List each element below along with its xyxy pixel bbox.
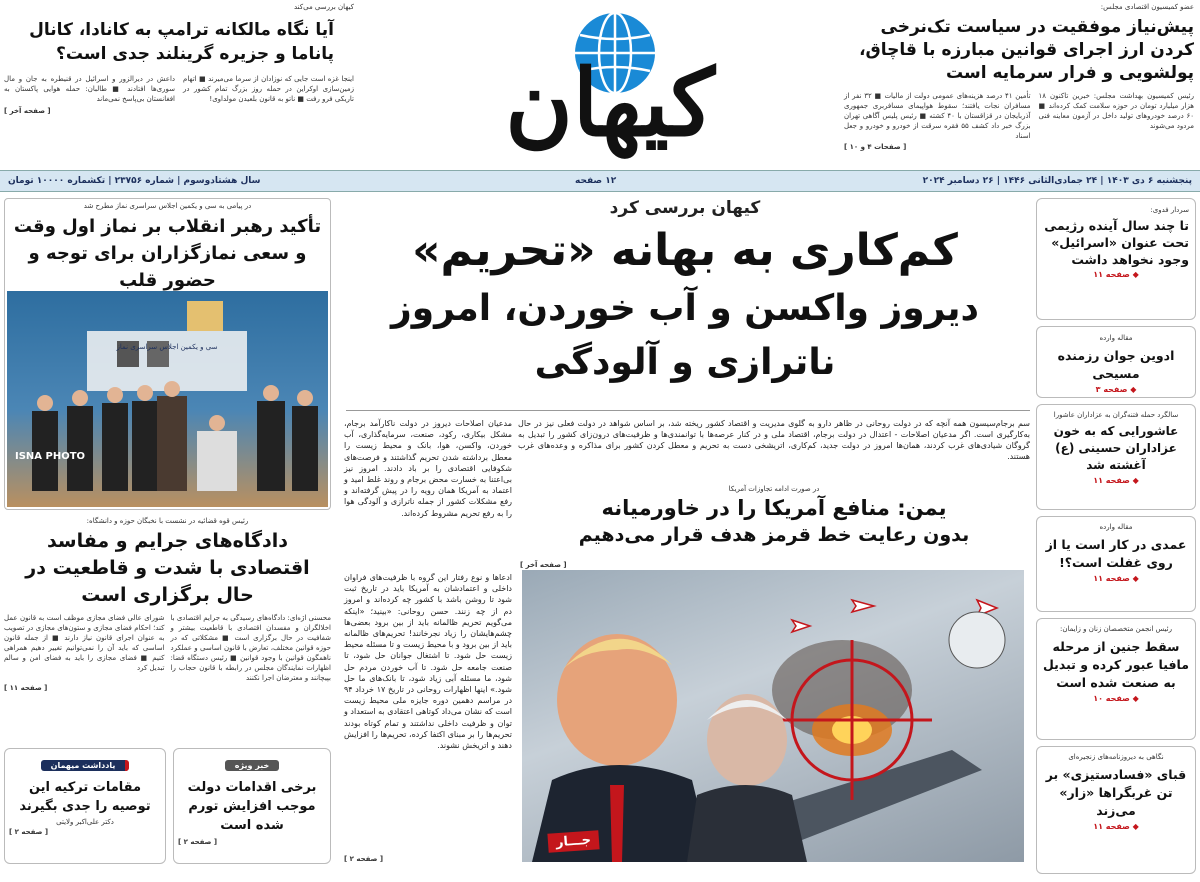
divider xyxy=(346,410,1030,411)
lead-headline-2[interactable]: دیروز واکسن و آب خوردن، امروز ناترازی و آلودگی xyxy=(391,288,979,383)
sidebar-item[interactable]: رئیس انجمن متخصصان زنان و زایمان: سقط جنین از مرحله مافیا عبور کرده و تبدیل به صنعت شده است ◆ صفحه ۱۰ xyxy=(1036,618,1196,740)
sidebar-item-kicker: سردار فدوی: xyxy=(1150,206,1189,214)
date-bar xyxy=(0,170,1200,192)
leader-headline[interactable]: تأکید رهبر انقلاب بر نماز اول وقت و سعی نمازگزاران برای توجه و حضور قلب xyxy=(13,216,322,291)
lead-intro: سم برجام‌سیسون همه آنچه که در دولت روحانی در ظاهر دارو به گلوی مدیریت و اقتصاد کشور ریخته شد، بر اساس شواهد در دولت فعلی نیز در حال به‌کارگیری است. اگر مدعیان اصلاحات - اعتدال در دولت برجام، اقتصاد ملی و در کنار عرصه‌ها با توانمندی‌ها و ظرفیت‌های درون‌زای کشور را تبدیل به گروگان شیادی‌های غرب کردند، همان‌ها امروز در دولت جدید، کم‌کاری، اتریشخی دست به تحریم و معطل کردن کشور برای مذاکره و وعده‌های غرب هستند. xyxy=(518,419,1030,461)
economy-headline: برخی اقدامات دولت موجب افزایش تورم شده است xyxy=(187,780,317,833)
sidebar-item-kicker: مقاله وارده xyxy=(1099,334,1133,342)
date-bar-issue: سال هشتادوسوم | شماره ۲۳۷۵۶ | تکشماره ۱۰۰۰۰ تومان xyxy=(8,176,261,186)
right-teaser-col2: تأمین ۴۱ درصد هزینه‌های عمومی دولت از مالیات ■ ۳۲ نفر از مسافران نجات یافتند؛ سقوط هواپیمای مسافربری جمهوری آذربایجان در قزاقستان با ۴۰ کشته ■ رئیس پلیس آگاهی تهران بزرگ خبر داد کشف ۵۵ فقره سرقت از خودرو و خودرو و جعل اسناد xyxy=(844,92,1031,140)
sidebar-item-ref: صفحه ۱۱ xyxy=(1093,270,1130,279)
sidebar-item[interactable]: نگاهی به دیروزنامه‌های زنجیره‌ای قبای «فسادستیزی» بر تن غربگراها «زار» می‌زند ◆ صفحه ۱۱ xyxy=(1036,746,1196,874)
economy-tag: خبر ویژه xyxy=(225,760,279,771)
logo-text: کیهان xyxy=(505,49,715,157)
turkey-tag: یادداشت میهمان xyxy=(41,760,130,771)
sidebar xyxy=(1036,198,1196,878)
sidebar-item-ref: صفحه ۳ xyxy=(1095,385,1128,394)
sidebar-item-kicker: رئیس انجمن متخصصان زنان و زایمان: xyxy=(1059,625,1172,633)
sidebar-item-kicker: مقاله وارده xyxy=(1099,523,1133,531)
date-bar-date: پنجشنبه ۶ دی ۱۴۰۳ | ۲۴ جمادی‌الثانی ۱۴۴۶ | ۲۶ دسامبر ۲۰۲۴ xyxy=(922,176,1192,186)
left-teaser: کیهان بررسی می‌کند آیا نگاه مالکانه ترامپ به کانادا، کانال پاناما و جزیره گرینلند جدی است؟ اینجا غزه است جایی که نوزادان از سرما می‌میرند ■ اتهام زمین‌سازی اوکراین در حمله روز بزرگ تمام کشور در تاریکی فرو رفت ■ ناتو به قانون بلعیدن مولداوی! داعش در دیرالزور و اسرائیل در قنیطره به جان و مال سوری‌ها افتادند ■ طالبان: حمله هوایی پاکستان به افغانستان بی‌پاسخ نمی‌ماند [ صفحه آخر ] xyxy=(4,3,354,115)
left-teaser-headline[interactable]: آیا نگاه مالکانه ترامپ به کانادا، کانال پاناما و جزیره گرینلند جدی است؟ xyxy=(29,20,334,64)
date-bar-pages: ۱۲ صفحه xyxy=(575,176,617,186)
judiciary-ref[interactable]: صفحه ۱۱ xyxy=(9,684,42,692)
right-teaser: عضو کمیسیون اقتصادی مجلس: پیش‌نیاز موفقیت در سیاست تک‌نرخی کردن ارز اجرای قوانین مبارزه با قاچاق، پولشویی و فرار سرمایه است رئیس کمیسیون بهداشت مجلس: خبرین تاکنون ۱۸ هزار میلیارد تومان در حوزه سلامت کمک کرده‌اند ■ ۶۰ درصد خودروهای تولید داخل در آزمون معاینه فنی مردود می‌شوند تأمین ۴۱ درصد هزینه‌های عمومی دولت از مالیات ■ ۳۲ نفر از مسافران نجات یافتند؛ سقوط هواپیمای مسافربری جمهوری آذربایجان در قزاقستان با ۴۰ کشته ■ رئیس پلیس آگاهی تهران بزرگ خبر داد کشف ۵۵ فقره سرقت از خودرو و خودرو و جعل اسناد [ صفحات ۴ و ۱۰ ] xyxy=(844,3,1194,151)
sidebar-item-kicker: سالگرد حمله فتنه‌گران به عزاداران عاشورا xyxy=(1053,411,1179,419)
right-teaser-ref[interactable]: صفحات ۴ و ۱۰ xyxy=(849,143,901,151)
left-teaser-col2: داعش در دیرالزور و اسرائیل در قنیطره به جان و مال سوری‌ها افتادند ■ طالبان: حمله هوایی پاکستان به افغانستان بی‌پاسخ نمی‌ماند xyxy=(4,75,175,103)
sidebar-item-kicker: نگاهی به دیروزنامه‌های زنجیره‌ای xyxy=(1068,753,1164,761)
sidebar-item-headline: قبای «فسادستیزی» بر تن غربگراها «زار» می‌زند xyxy=(1045,767,1187,818)
left-teaser-ref[interactable]: صفحه آخر xyxy=(9,107,45,115)
leader-photo-banner: سی و یکمین اجلاس سراسری نماز xyxy=(116,343,218,351)
leader-photo xyxy=(7,291,328,507)
turkey-headline: مقامات ترکیه این توصیه را جدی بگیرند xyxy=(19,780,151,814)
yemen-headline-1[interactable]: یمن: منافع آمریکا را در خاورمیانه xyxy=(601,496,947,520)
lead-column-b: ادعاها و نوع رفتار این گروه با ظرفیت‌های فراوان داخلی و اعتمادشان به آمریکا باید در تاریخ ثبت شود تا روشن باشد با کشور چه کرده‌اند و امروز دم از چه زنند. حسن روحانی: «بینید؛ «اینکه می‌گویم تحریم ظالمانه باید از بین برود بعضی‌ها چشم‌هایشان را زیاد نجرخانند! تحریم‌های ظالمانه باید از بین برود و با محیط زیست و تا مسئله محیط زیست حل شود. تا اشتغال جوانان حل شود، تا صنعت جامعه حل شود. تا آب خوردن مردم حل شود، ما مسئله آبی زیاد شود، تا بانک‌های ما حل شود.» اینها اظهارات روحانی در تاریخ ۱۷ خرداد ۹۴ در مراسم دهمین دوره جایزه ملی محیط زیست است که نشان می‌داد کوتاهی اعتقادی به استعداد و توان و ظرفیت داخلی نداشتند و تمام کوتاه بودند تحریم‌ها را بر مبنای اکتفا کرده، تحریم‌ها را افزایش دهند و اتریخش نشوند. xyxy=(344,573,512,751)
judiciary-kicker: رئیس قوه قضائیه در نشست با نخبگان حوزه و دانشگاه: xyxy=(86,517,249,525)
judiciary-headline[interactable]: دادگاه‌های جرایم و مفاسد اقتصادی با شدت و قاطعیت در حال برگزاری است xyxy=(25,530,310,606)
yemen-ref[interactable]: صفحه آخر xyxy=(525,561,561,569)
sidebar-item-headline: سقط جنین از مرحله مافیا عبور کرده و تبدیل به صنعت شده است xyxy=(1043,639,1189,690)
sidebar-item[interactable]: سالگرد حمله فتنه‌گران به عزاداران عاشورا عاشورایی که به خون عزاداران حسینی (ع) آغشته شد ◆ صفحه ۱۱ xyxy=(1036,404,1196,510)
yemen-story xyxy=(518,484,1030,568)
right-teaser-kicker: عضو کمیسیون اقتصادی مجلس: xyxy=(1100,3,1194,11)
sidebar-item-ref: صفحه ۱۰ xyxy=(1093,694,1130,703)
sidebar-item-ref: صفحه ۱۱ xyxy=(1093,822,1130,831)
sidebar-item[interactable]: مقاله وارده عمدی در کار است یا از روی غفلت است؟! ◆ صفحه ۱۱ xyxy=(1036,516,1196,612)
economy-ref: صفحه ۲ xyxy=(183,838,212,846)
sidebar-item[interactable]: مقاله وارده ادوین جوان رزمنده مسیحی ◆ صفحه ۳ xyxy=(1036,326,1196,398)
yemen-photo xyxy=(522,570,1024,862)
left-teaser-col1: اینجا غزه است جایی که نوزادان از سرما می‌میرند ■ اتهام زمین‌سازی اوکراین در حمله روز بزرگ تمام کشور در تاریکی فرو رفت ■ ناتو به قانون بلعیدن مولداوی! xyxy=(183,75,354,103)
right-teaser-headline[interactable]: پیش‌نیاز موفقیت در سیاست تک‌نرخی کردن ارز اجرای قوانین مبارزه با قاچاق، پولشویی و فرار سرمایه است xyxy=(859,17,1194,83)
lead-headline-1[interactable]: کم‌کاری به بهانه «تحریم» xyxy=(412,225,958,276)
sidebar-item-headline: عمدی در کار است یا از روی غفلت است؟! xyxy=(1045,537,1187,570)
yemen-headline-2[interactable]: بدون رعایت خط قرمز هدف قرار می‌دهیم xyxy=(578,524,970,546)
judiciary-body-a: محسنی اژه‌ای: دادگاه‌های رسیدگی به جرایم اقتصادی با اخلالگران و مفسدان اقتصادی با قاطعیت بیشتر و شفافیت در حال برگزاری است ■ مشکلاتی که در حوزه قوانین مختلف، تعارض با قانون اساسی و عملکرد ناهمگون قوانین با وجود قوانین ■ رئیس دستگاه قضا: اظهارات نمایندگان مجلس در رابطه با قانون حجاب را بپیچانند و معترضان اجرا نکنند xyxy=(170,614,331,682)
logo xyxy=(420,8,800,158)
sidebar-item-ref: صفحه ۱۱ xyxy=(1093,476,1130,485)
leader-photo-credit: ISNA PHOTO xyxy=(15,451,86,462)
yemen-photo-stamp: جـــار xyxy=(547,830,599,853)
turkey-ref: صفحه ۲ xyxy=(14,828,43,836)
turkey-box[interactable]: یادداشت میهمان مقامات ترکیه این توصیه را جدی بگیرند دکتر علی‌اکبر ولایتی [ صفحه ۲ ] xyxy=(4,748,166,864)
sidebar-item-headline: عاشورایی که به خون عزاداران حسینی (ع) آغشته شد xyxy=(1053,424,1179,472)
judiciary-body-b: شورای عالی فضای مجازی موظف است به قانون عمل کند؛ احکام فضای مجازی و ستون‌های مجازی در تصویب به عنوان اجرای قانون نیاز دارند ■ از جمله قانون اساسی که باید آن را نمی‌توانیم تغییر دهیم همراهی کنیم ■ فضای مجازی را باید به فضای امن و سالم تبدیل کرد xyxy=(4,614,165,672)
yemen-kicker: در صورت ادامه تجاوزات آمریکا xyxy=(728,485,820,493)
sidebar-item-headline: تا چند سال آینده رژیمی تحت عنوان «اسرائیل» وجود نخواهد داشت xyxy=(1044,218,1189,267)
sidebar-item-headline: ادوین جوان رزمنده مسیحی xyxy=(1057,348,1175,381)
judiciary-story: رئیس قوه قضائیه در نشست با نخبگان حوزه و دانشگاه: دادگاه‌های جرایم و مفاسد اقتصادی با شدت و قاطعیت در حال برگزاری است محسنی اژه‌ای: دادگاه‌های رسیدگی به جرایم اقتصادی با اخلالگران و مفسدان اقتصادی با قاطعیت بیشتر و شفافیت در حال برگزاری است ■ مشکلاتی که در حوزه قوانین مختلف، تعارض با قانون اساسی و عملکرد ناهمگون قوانین با وجود قوانین ■ رئیس دستگاه قضا: اظهارات نمایندگان مجلس در رابطه با قانون حجاب را بپیچانند و معترضان اجرا نکنند شورای عالی فضای مجازی موظف است به قانون عمل کند؛ احکام فضای مجازی و ستون‌های مجازی در تصویب به عنوان اجرای قانون نیاز دارند ■ از جمله قانون اساسی که باید آن را نمی‌توانیم تغییر دهیم همراهی کنیم ■ فضای مجازی را باید به فضای امن و سالم تبدیل کرد [ صفحه ۱۱ ] xyxy=(4,517,331,692)
turkey-author: دکتر علی‌اکبر ولایتی xyxy=(56,818,114,826)
lead-ref[interactable]: صفحه ۲ xyxy=(349,855,378,863)
masthead xyxy=(0,0,1200,170)
lead-column-a: مدعیان اصلاحات دیروز در دولت ناکارآمد برجام، مشکل بیکاری، رکود، صنعت، سرمایه‌گذاری، آب خوردن، واکسن، هوا، بانک و محیط زیست را معطل برداشته شدن تحریم گذاشتند و فرصت‌های شکوفایی اقتصادی را بر باد دادند. امروز نیز بی‌اعتنا به خسارت محض برجام و روند غلط امید و اعتماد به آمریکا همان رویه را در پیش گرفته‌اند و رفع مشکلات کشور از جمله ناترازی و آلودگی هوا را به رفع تحریم مشروط کرده‌اند. xyxy=(344,419,512,518)
leader-kicker: در پیامی به سی و یکمین اجلاس سراسری نماز مطرح شد xyxy=(83,202,252,210)
sidebar-item[interactable]: سردار فدوی: تا چند سال آینده رژیمی تحت عنوان «اسرائیل» وجود نخواهد داشت ◆ صفحه ۱۱ xyxy=(1036,198,1196,320)
sidebar-item-ref: صفحه ۱۱ xyxy=(1093,574,1130,583)
lead-kicker: کیهان بررسی کرد xyxy=(609,198,761,218)
right-teaser-col1: رئیس کمیسیون بهداشت مجلس: خبرین تاکنون ۱۸ هزار میلیارد تومان در حوزه سلامت کمک کرده‌اند ■ ۶۰ درصد خودروهای تولید داخل در آزمون معاینه فنی مردود می‌شوند xyxy=(1038,92,1194,130)
economy-box[interactable]: خبر ویژه برخی اقدامات دولت موجب افزایش تورم شده است [ صفحه ۲ ] xyxy=(173,748,331,864)
leader-box xyxy=(4,198,331,510)
left-teaser-kicker: کیهان بررسی می‌کند xyxy=(294,3,354,11)
